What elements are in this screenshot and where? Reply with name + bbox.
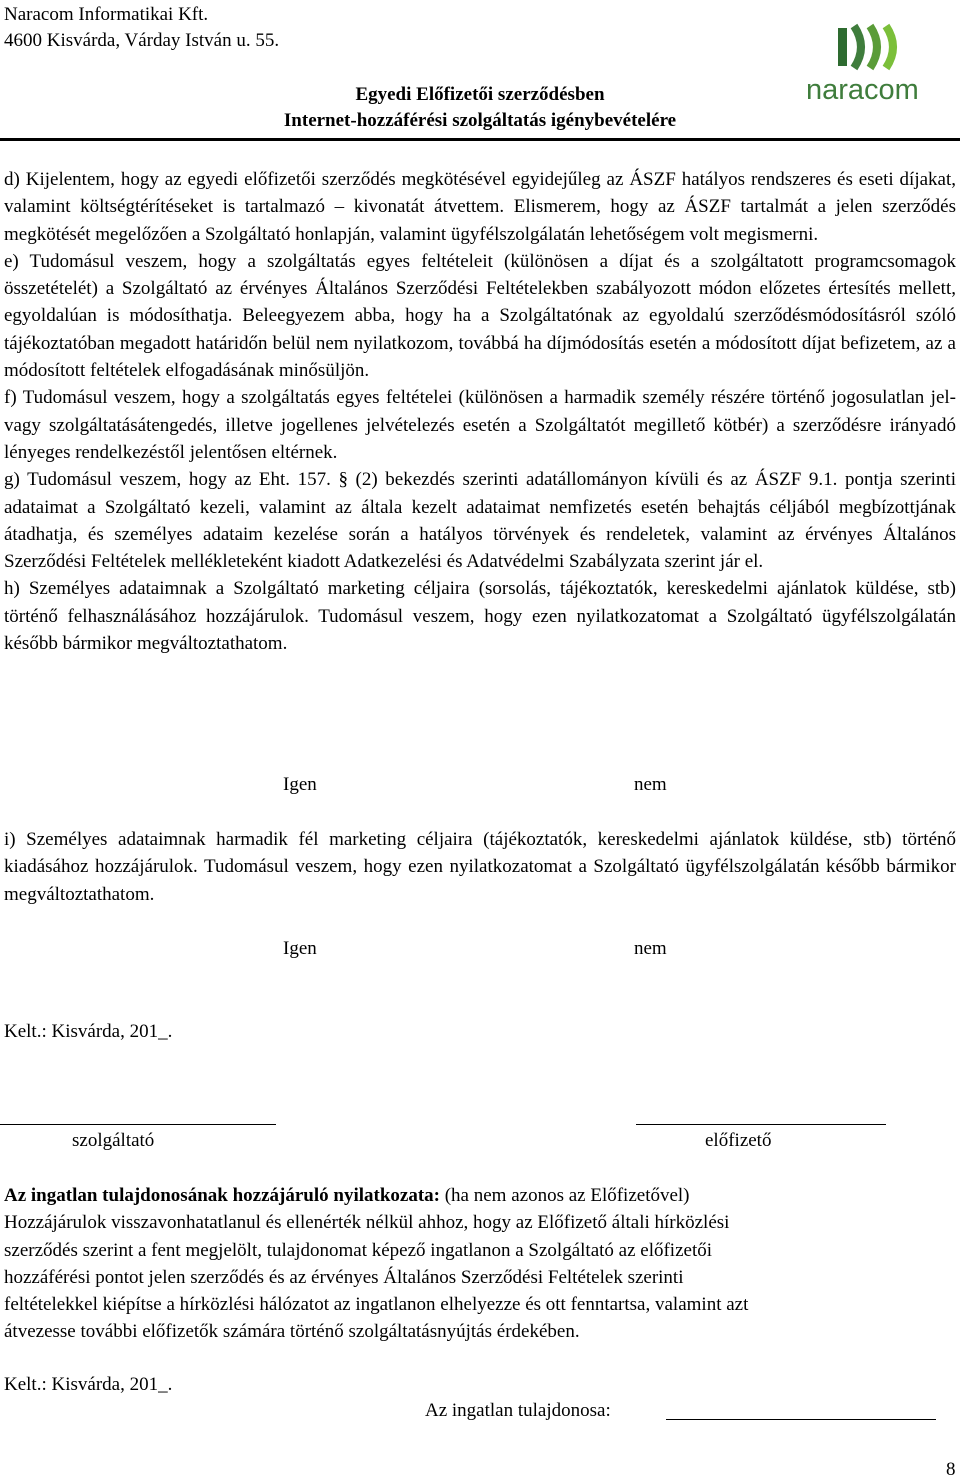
clause-i: i) Személyes adataimnak harmadik fél marketing céljaira (tájékoztatók, kereskedelmi ajánlatok küldése, stb) történő kiadásához hozzájárulok. Tudomásul veszem, hogy ezen nyilatkozatomat a Szolgáltató ügyfélszolgálatán később bármikor megváltoztathatom. bbox=[4, 829, 956, 905]
owner-line-2: szerződés szerint a fent megjelölt, tulajdonomat képező ingatlanon a Szolgáltató az előfizetői bbox=[4, 1239, 713, 1261]
title-line-2: Internet-hozzáférési szolgáltatás igénybevételére bbox=[283, 110, 677, 131]
owner-line-3: hozzáférési pontot jelen szerződés és az érvényes Általános Szerződési Feltételek szerinti bbox=[4, 1266, 684, 1288]
header-divider bbox=[0, 138, 960, 141]
provider-label: szolgáltató bbox=[72, 1130, 155, 1151]
clause-h: h) Személyes adataimnak a Szolgáltató marketing céljaira (sorsolás, tájékoztatók, kereskedelmi ajánlatok küldése, stb) történő felhasználásához hozzájárulok. Tudomásul veszem, hogy ezen nyilatkozatomat a Szolgáltató ügyfélszolgálatán később bármikor megváltoztathatom. bbox=[4, 578, 956, 655]
company-name: Naracom Informatikai Kft. bbox=[4, 4, 209, 25]
owner-line-4: feltételekkel kiépítse a hírközlési hálózatot az ingatlanon elhelyezze és ott fenntartsa, valamint azt bbox=[4, 1294, 749, 1316]
provider-signature-line[interactable] bbox=[0, 1124, 276, 1125]
subscriber-label: előfizető bbox=[705, 1130, 772, 1151]
title-line-1: Egyedi Előfizetői szerződésben bbox=[355, 84, 605, 105]
owner-heading: Az ingatlan tulajdonosának hozzájáruló nyilatkozata: bbox=[4, 1185, 440, 1206]
clause-e: e) Tudomásul veszem, hogy a szolgáltatás egyes feltételeit (különösen a díjat és a szolgáltatott programcsomagok összetételét) a Szolgáltató az érvényes Általános Szerződési Feltételekben szabályozott módon előzetes értesítés mellett, egyoldalúan is módosíthatja. Beleegyezem abba, hogy ha a Szolgáltatónak az egyoldalú szerződésmódosításról szóló tájékoztatóban megadott határidőn belül nem nyilatkozom, továbbá ha díjmódosítás esetén a módosított díjat befizetem, az a módosított feltételek elfogadásának minősüljön. bbox=[4, 250, 956, 382]
i-yes-option[interactable]: Igen bbox=[283, 938, 317, 959]
h-no-option[interactable]: nem bbox=[634, 774, 667, 795]
owner-signature-label: Az ingatlan tulajdonosa: bbox=[425, 1400, 611, 1421]
clause-f: f) Tudomásul veszem, hogy a szolgáltatás egyes feltételei (különösen a harmadik személy részére történő jogosulatlan jel- vagy szolgáltatásátengedés, illetve jogellenes jelvételezés esetén a Szolgáltatót megillető kötbér) a szerződésre irányadó lényeges rendelkezéstől jelentősen eltérnek. bbox=[4, 387, 956, 463]
signal-waves-icon bbox=[832, 22, 912, 74]
naracom-logo bbox=[806, 22, 926, 108]
contract-clauses bbox=[4, 166, 956, 657]
subscriber-signature-line[interactable] bbox=[636, 1124, 886, 1125]
logo-text: naracom bbox=[806, 74, 919, 106]
owner-statement bbox=[4, 1182, 956, 1346]
owner-date-place-line: Kelt.: Kisvárda, 201_. bbox=[4, 1374, 173, 1395]
h-yes-option[interactable]: Igen bbox=[283, 774, 317, 795]
page-number: 8 bbox=[946, 1459, 956, 1480]
date-place-line: Kelt.: Kisvárda, 201_. bbox=[4, 1021, 173, 1042]
company-address: 4600 Kisvárda, Várday István u. 55. bbox=[4, 30, 280, 51]
owner-line-1: Hozzájárulok visszavonhatatlanul és ellenérték nélkül ahhoz, hogy az Előfizető általi hírközlési bbox=[4, 1212, 730, 1234]
clause-g: g) Tudomásul veszem, hogy az Eht. 157. § (2) bekezdés szerinti adatállományon kívüli és az ÁSZF 9.1. pontja szerinti adataimat a Szolgáltató kezeli, valamint az általa kezelt adataimat nemfizetés esetén behajtás céljából megbízottjának átadhatja, és személyes adataim kezelése során a hatályos törvények és rendeletek, valamint az érvényes Általános Szerződési Feltételek mellékleteként kiadott Adatkezelési és Adatvédelmi Szabályzata szerint jár el. bbox=[4, 469, 956, 573]
clause-d: d) Kijelentem, hogy az egyedi előfizetői szerződés megkötésével egyidejűleg az ÁSZF hatályos rendszeres és eseti díjakat, valamint költségtérítéseket is tartalmazó – kivonatát átvettem. Elismerem, hogy az ÁSZF tartalmát a jelen szerződés megkötését megelőzően a Szolgáltató honlapján, valamint ügyfélszolgálatán lehetőségem volt megismerni. bbox=[4, 169, 956, 245]
owner-line-5: átvezesse további előfizetők számára történő szolgáltatásnyújtás érdekében. bbox=[4, 1321, 580, 1343]
company-info bbox=[4, 2, 279, 54]
owner-signature-line[interactable] bbox=[666, 1419, 936, 1420]
i-no-option[interactable]: nem bbox=[634, 938, 667, 959]
clause-i-block bbox=[4, 826, 956, 908]
owner-heading-note: (ha nem azonos az Előfizetővel) bbox=[439, 1185, 690, 1206]
owner-heading-line bbox=[4, 1182, 956, 1209]
